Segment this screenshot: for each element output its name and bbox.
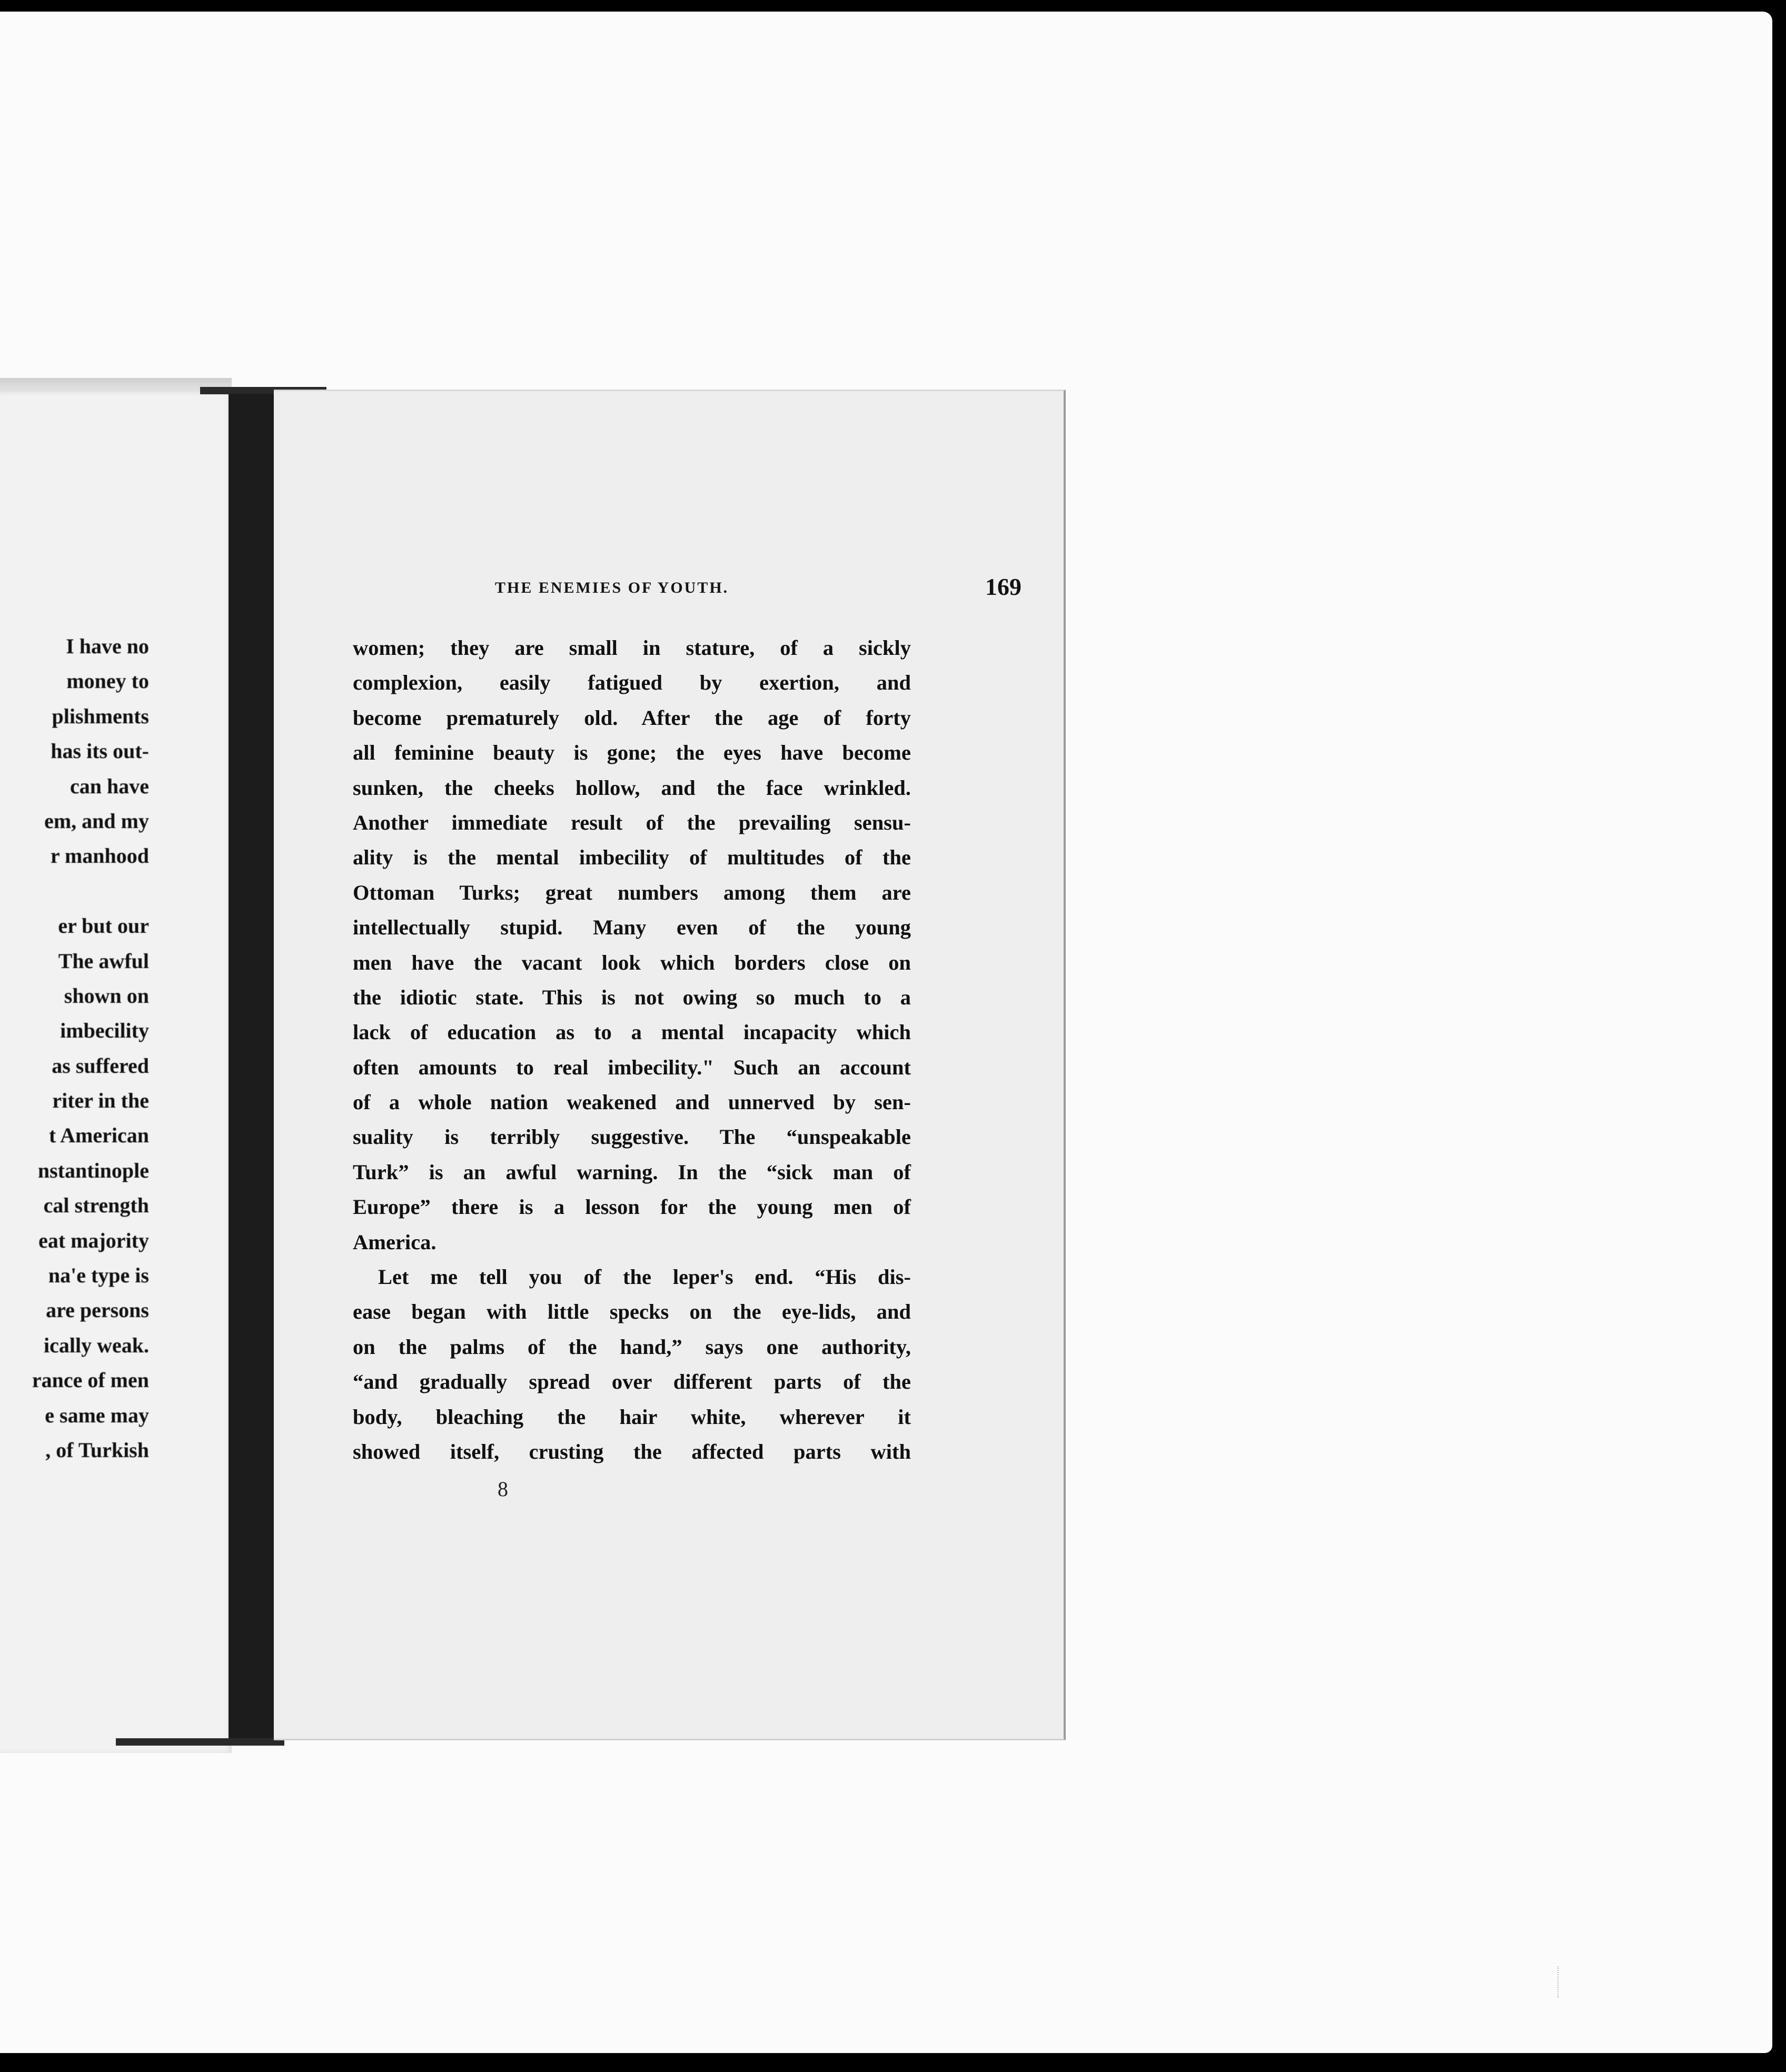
text-line: intellectually stupid. Many even of the young	[353, 915, 911, 940]
left-line: The awful	[58, 949, 149, 973]
page-number: 169	[985, 573, 1021, 600]
right-page	[274, 390, 1066, 1740]
text-line: Let me tell you of the leper's end. “His dis-	[378, 1265, 911, 1289]
text-line: sunken, the cheeks hollow, and the face wrinkled.	[353, 775, 911, 800]
left-page-text	[0, 629, 149, 1468]
text-line: Ottoman Turks; great numbers among them are	[353, 880, 911, 904]
left-line: em, and my	[44, 809, 149, 833]
text-line: America.	[353, 1230, 436, 1254]
text-line: lack of education as to a mental incapacity which	[353, 1020, 911, 1044]
left-line: plishments	[52, 704, 149, 728]
text-line: ease began with little specks on the eye-lids, and	[353, 1300, 911, 1324]
left-line: has its out-	[51, 739, 149, 763]
left-line: imbecility	[60, 1019, 149, 1043]
signature-mark: 8	[498, 1477, 508, 1501]
left-line: rance of men	[32, 1368, 149, 1392]
left-line: na'e type is	[48, 1263, 149, 1288]
text-line: Turk” is an awful warning. In the “sick man of	[353, 1160, 911, 1184]
left-line: I have no	[66, 634, 149, 658]
left-line: nstantinople	[37, 1158, 149, 1182]
left-line: eat majority	[38, 1228, 149, 1252]
scan-speck	[1557, 1966, 1569, 1998]
text-line: become prematurely old. After the age of forty	[353, 705, 911, 730]
left-line: shown on	[64, 983, 149, 1008]
left-line: er but our	[58, 914, 149, 938]
text-line: Europe” there is a lesson for the young men of	[353, 1195, 911, 1219]
text-line: men have the vacant look which borders close on	[353, 950, 911, 974]
text-line: complexion, easily fatigued by exertion, and	[353, 671, 911, 695]
text-line: ality is the mental imbecility of multitudes of the	[353, 845, 911, 870]
text-line: showed itself, crusting the affected parts with	[353, 1439, 911, 1463]
running-head	[495, 573, 1021, 610]
left-line: can have	[70, 774, 149, 798]
text-line: suality is terribly suggestive. The “unspeakable	[353, 1125, 911, 1149]
left-line: cal strength	[43, 1193, 149, 1218]
running-title: THE ENEMIES OF YOUTH.	[495, 579, 729, 596]
left-line: , of Turkish	[45, 1438, 149, 1462]
text-line: on the palms of the hand,” says one authority,	[353, 1334, 911, 1359]
left-line: e same may	[45, 1403, 149, 1427]
text-line: of a whole nation weakened and unnerved by sen-	[353, 1090, 911, 1114]
spine-bottom-edge	[116, 1738, 284, 1746]
left-line: t American	[49, 1123, 149, 1148]
left-line: are persons	[46, 1298, 149, 1322]
text-line: body, bleaching the hair white, wherever it	[353, 1404, 911, 1429]
left-line: ically weak.	[44, 1333, 149, 1357]
left-line: r manhood	[50, 844, 149, 868]
body-text	[353, 631, 911, 1469]
text-line: all feminine beauty is gone; the eyes have become	[353, 741, 911, 765]
left-line: money to	[66, 669, 149, 693]
text-line: “and gradually spread over different parts of the	[353, 1370, 911, 1394]
left-line: as suffered	[52, 1053, 149, 1078]
text-line: the idiotic state. This is not owing so much to a	[353, 985, 911, 1009]
book-spine	[229, 394, 281, 1741]
text-line: often amounts to real imbecility." Such an account	[353, 1055, 911, 1079]
text-line: women; they are small in stature, of a sickly	[353, 636, 911, 660]
left-line	[0, 874, 149, 909]
text-line: Another immediate result of the prevailing sensu-	[353, 810, 911, 834]
left-line: riter in the	[52, 1089, 149, 1113]
